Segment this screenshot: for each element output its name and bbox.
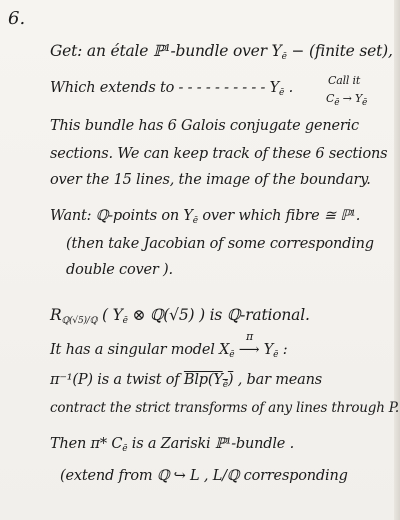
line-restriction-y: ( Y bbox=[97, 306, 123, 324]
page-number: 6. bbox=[8, 8, 26, 29]
line-zariski-end: is a Zariski ℙ¹-bundle . bbox=[127, 436, 294, 452]
line-extends-sub: ē bbox=[279, 88, 285, 98]
line-restriction-r: R bbox=[50, 306, 62, 324]
line-twist-blp-text: Blp(Y bbox=[183, 372, 223, 388]
call-it-label: Call it bbox=[328, 74, 361, 87]
line-zariski-sub: ē bbox=[122, 444, 128, 454]
call-it-map bbox=[326, 92, 367, 108]
line-restriction-sub: ℚ(√5)/ℚ bbox=[61, 316, 98, 326]
call-it-y-sub: ē bbox=[362, 98, 368, 108]
line-extends bbox=[50, 80, 293, 98]
pi-label: π bbox=[246, 330, 254, 343]
line-twist-blp bbox=[184, 372, 233, 388]
call-it-c: C bbox=[326, 92, 335, 105]
line-singular-text: It has a singular model X bbox=[50, 342, 230, 358]
line-double-cover: double cover ). bbox=[66, 262, 173, 278]
line-twist-text: π⁻¹(P) is a twist of bbox=[50, 372, 184, 388]
line-boundary: over the 15 lines, the image of the boundary. bbox=[50, 172, 371, 188]
line-twist-end: , bar means bbox=[233, 372, 322, 388]
line-zariski-text: Then π* C bbox=[50, 436, 123, 452]
line-get-end: − (finite set), bbox=[286, 42, 393, 60]
line-galois: This bundle has 6 Galois conjugate generic bbox=[50, 118, 359, 134]
line-contract: contract the strict transforms of any lines through P. bbox=[50, 400, 400, 416]
call-it-c-sub: ē bbox=[334, 98, 340, 108]
line-restriction-end: ⊗ ℚ(√5) ) is ℚ-rational. bbox=[127, 306, 310, 324]
line-restriction-ysub: ē bbox=[122, 316, 128, 326]
line-singular-xsub: ē bbox=[229, 350, 235, 360]
line-twist-blp-close: ) bbox=[227, 372, 234, 388]
line-singular-arrow: ⟶ Y bbox=[234, 342, 274, 358]
line-singular-model bbox=[50, 342, 287, 360]
page-edge bbox=[394, 0, 400, 520]
line-singular-ysub: ē bbox=[273, 350, 279, 360]
line-singular-end: : bbox=[278, 342, 288, 358]
line-want-end: over which fibre ≅ ℙ¹. bbox=[197, 208, 361, 224]
line-want-sub: ē bbox=[192, 216, 198, 226]
call-it-arrow: → Y bbox=[339, 92, 363, 105]
line-get-text: Get: an étale bbox=[50, 42, 153, 60]
line-sections: sections. We can keep track of these 6 sections bbox=[50, 146, 388, 162]
line-want bbox=[50, 208, 360, 226]
line-extends-text: Which extends to - - - - - - - - - - Y bbox=[50, 80, 280, 96]
line-want-text: Want: ℚ-points on Y bbox=[50, 208, 193, 224]
line-extend: (extend from ℚ ↪ L , L/ℚ corresponding bbox=[60, 468, 348, 484]
line-get-bundle: ℙ¹-bundle over Y bbox=[152, 42, 282, 60]
line-get-sub: ē bbox=[281, 52, 287, 62]
line-zariski bbox=[50, 436, 294, 454]
line-twist-blp-sub: ē bbox=[222, 380, 228, 390]
line-jacobian: (then take Jacobian of some corresponding bbox=[66, 236, 374, 252]
line-twist bbox=[50, 372, 322, 390]
line-extends-end: . bbox=[284, 80, 293, 96]
line-restriction bbox=[50, 306, 310, 326]
line-get bbox=[50, 42, 393, 62]
